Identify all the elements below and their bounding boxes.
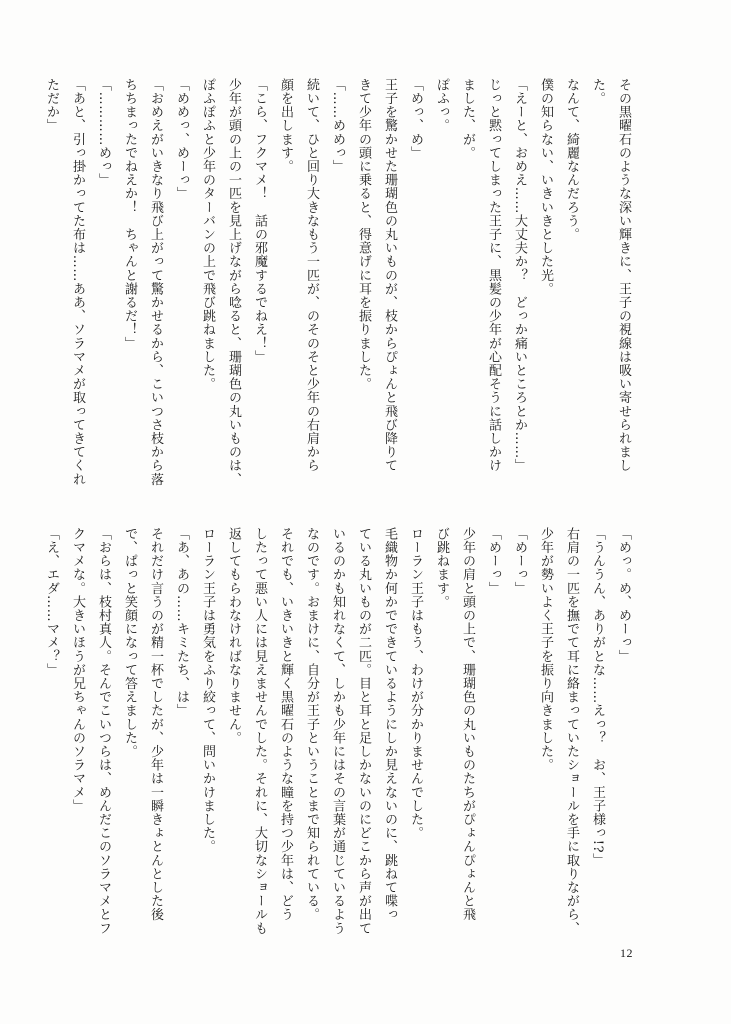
- text-line: その黒曜石のような深い輝きに、王子の視線は吸い寄せられまし: [616, 78, 631, 473]
- text-line: 少年が勢いよく王子を振り向きました。: [538, 527, 553, 772]
- text-line: それでも、いきいきと輝く黒曜石のような瞳を持つ少年は、どう: [278, 527, 293, 922]
- text-line: 僕の知らない、いきいきとした光。: [538, 78, 553, 296]
- text-line: 「えーと、おめえ……大丈夫か？ どっか痛いところとか……」: [512, 78, 527, 473]
- text-line: 「めっ。め、めーっ」: [616, 527, 631, 663]
- text-line: じっと黙ってしまった王子に、黒髪の少年が心配そうに話しかけ: [486, 78, 501, 473]
- text-line: ました、が。: [460, 78, 475, 160]
- text-line: 「うんうん、ありがとな……えっ？ お、王子様っ!?」: [590, 527, 605, 867]
- text-line: 「おめえがいきなり飛び上がって驚かせるから、こいつさ枝から落: [148, 78, 163, 486]
- text-line: ローラン王子はもう、わけが分かりませんでした。: [408, 527, 423, 840]
- text-line: 「……めめっ」: [330, 78, 345, 174]
- text-line: ている丸いものが二匹。目と耳と足しかないのにどこから声が出て: [356, 527, 371, 935]
- text-line: び跳ねます。: [434, 527, 449, 609]
- text-line: 「え、エダ……マメ？」: [44, 527, 59, 677]
- text-line: 「こら、フクマメ！ 話の邪魔するでねえ！」: [252, 78, 267, 364]
- text-line: 毛織物か何かでできているようにしか見えないのに、跳ねて喋っ: [382, 527, 397, 922]
- text-line: ぽふっ。: [434, 78, 449, 133]
- text-line: それだけ言うのが精一杯でしたが、少年は一瞬きょとんとした後: [148, 527, 163, 922]
- text-line: ローラン王子は勇気をふり絞って、問いかけました。: [200, 527, 215, 854]
- lower-text-block: [44, 527, 636, 935]
- text-line: したって悪い人には見えませんでした。それに、大切なショールも: [252, 527, 267, 935]
- text-line: 「おらは、枝村真人。そんでこいつらは、めんだこのソラマメとフ: [96, 527, 111, 935]
- text-line: 「めっ、め」: [408, 78, 423, 160]
- text-line: 続いて、ひと回り大きなもう一匹が、のそのそと少年の右肩から: [304, 78, 319, 473]
- text-line: なんて、綺麗なんだろう。: [564, 78, 579, 242]
- text-line: きて少年の頭に乗ると、得意げに耳を振りました。: [356, 78, 371, 391]
- text-line: 「めーっ」: [512, 527, 527, 595]
- text-line: ぽふぽふと少年のターバンの上で飛び跳ねました。: [200, 78, 215, 391]
- text-line: 王子を驚かせた珊瑚色の丸いものが、枝からぴょんと飛び降りて: [382, 78, 397, 473]
- page-number: 12: [620, 946, 633, 960]
- text-line: 顔を出します。: [278, 78, 293, 174]
- text-line: 返してもらわなければなりません。: [226, 527, 241, 745]
- text-line: 「あ、あの……キミたち、は」: [174, 527, 189, 718]
- text-line: なのです。おまけに、自分が王子ということまで知られている。: [304, 527, 319, 922]
- upper-text-block: [44, 78, 636, 486]
- text-line: た。: [590, 78, 605, 106]
- text-line: 少年が頭の上の一匹を見上げながら唸ると、珊瑚色の丸いものは、: [226, 78, 241, 486]
- text-line: 「あと、引っ掛かってた布は……ああ、ソラマメが取ってきてくれ: [70, 78, 85, 486]
- text-line: 「めめっ、めーっ」: [174, 78, 189, 201]
- text-line: 「…………めっ」: [96, 78, 111, 187]
- text-line: 「めーっ」: [486, 527, 501, 595]
- text-line: クマメな。大きいほうが兄ちゃんのソラマメ」: [70, 527, 85, 813]
- text-line: ちちまったでねえか！ ちゃんと謝るだ！」: [122, 78, 137, 350]
- text-line: 少年の肩と頭の上で、珊瑚色の丸いものたちがぴょんぴょんと飛: [460, 527, 475, 922]
- text-line: ただか」: [44, 78, 59, 133]
- text-line: 右肩の一匹を撫でて耳に絡まっていたショールを手に取りながら、: [564, 527, 579, 935]
- text-line: いるのかも知れなくて、しかも少年にはその言葉が通じているよう: [330, 527, 345, 935]
- text-line: で、ぱっと笑顔になって答えました。: [122, 527, 137, 759]
